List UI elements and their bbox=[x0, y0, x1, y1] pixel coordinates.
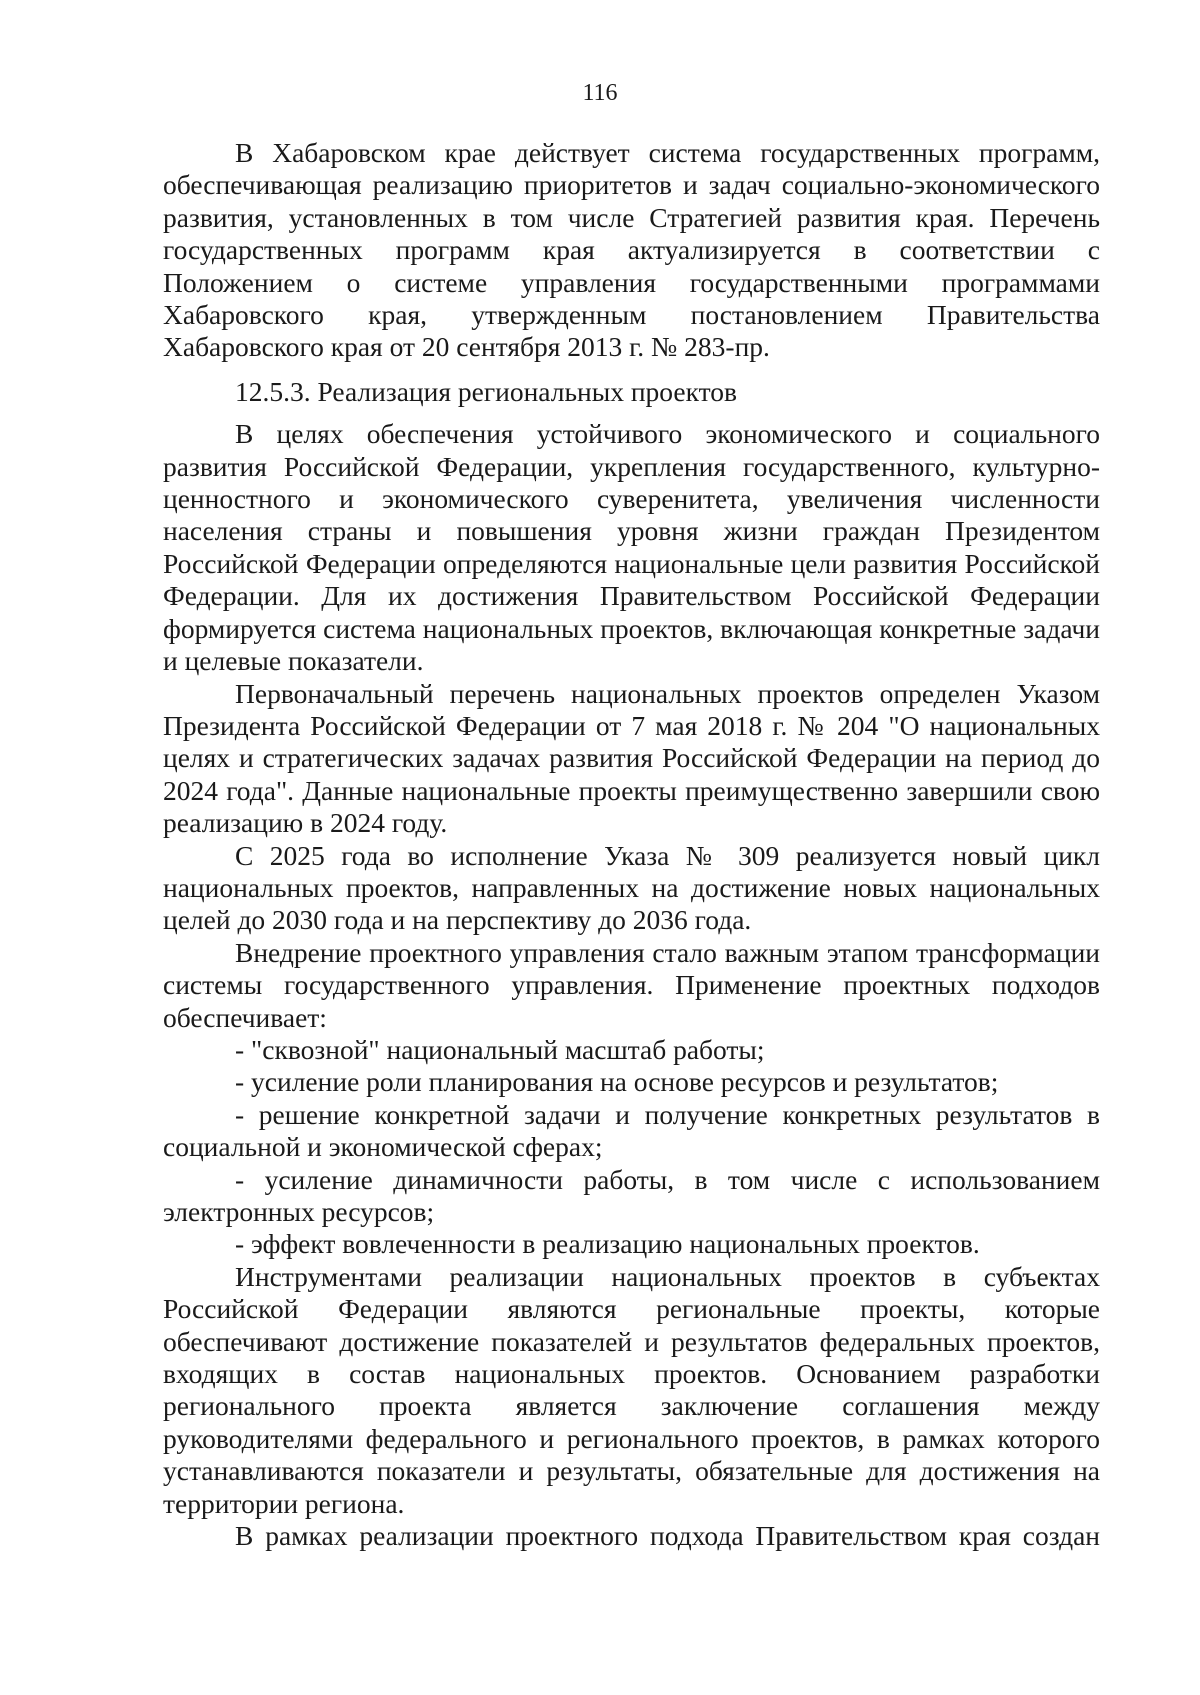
paragraph-national-goals: В целях обеспечения устойчивого экономического и социального развития Российской Федерации, укрепления государственного, культурно-ценностного и экономического суверенитета, увеличения численности населения страны и повышения уровня жизни граждан Президентом Российской Федерации определяются национальные цели развития Российской Федерации. Для их достижения Правительством Российской Федерации формируется система национальных проектов, включающая конкретные задачи и целевые показатели. bbox=[163, 418, 1100, 677]
list-item: - "сквозной" национальный масштаб работы; bbox=[235, 1033, 765, 1065]
paragraph-project-management: Внедрение проектного управления стало важным этапом трансформации системы государственного управления. Применение проектных подходов обеспечивает: bbox=[163, 936, 1100, 1033]
paragraph-initial-list: Первоначальный перечень национальных проектов определен Указом Президента Российской Федерации от 7 мая 2018 г. № 204 "О национальных целях и стратегических задачах развития Российской Федерации на период до 2024 года". Данные национальные проекты преимущественно завершили свою реализацию в 2024 году. bbox=[163, 677, 1100, 839]
page-number: 116 bbox=[582, 80, 618, 106]
paragraph-continuation: В рамках реализации проектного подхода Правительством края создан bbox=[235, 1520, 1100, 1552]
paragraph-regional-projects: Инструментами реализации национальных проектов в субъектах Российской Федерации являются региональные проекты, которые обеспечивают достижение показателей и результатов федеральных проектов, входящих в состав национальных проектов. Основанием разработки регионального проекта является заключение соглашения между руководителями федерального и регионального проектов, в рамках которого устанавливаются показатели и результаты, обязательные для достижения на территории региона. bbox=[163, 1260, 1100, 1519]
list-item: - решение конкретной задачи и получение конкретных результатов в социальной и экономической сферах; bbox=[163, 1098, 1100, 1163]
list-item: - усиление динамичности работы, в том числе с использованием электронных ресурсов; bbox=[163, 1163, 1100, 1227]
list-item: - усиление роли планирования на основе ресурсов и результатов; bbox=[235, 1066, 999, 1098]
section-heading: 12.5.3. Реализация региональных проектов bbox=[235, 375, 737, 407]
document-body bbox=[163, 137, 1100, 1552]
paragraph-state-programs: В Хабаровском крае действует система государственных программ, обеспечивающая реализацию приоритетов и задач социально-экономического развития, установленных в том числе Стратегией развития края. Перечень государственных программ края актуализируется в соответствии с Положением о системе управления государственными программами Хабаровского края, утвержденным постановлением Правительства Хабаровского края от 20 сентября 2013 г. № 283-пр. bbox=[163, 137, 1100, 363]
list-item: - эффект вовлеченности в реализацию национальных проектов. bbox=[235, 1228, 980, 1260]
paragraph-new-cycle: С 2025 года во исполнение Указа № 309 реализуется новый цикл национальных проектов, направленных на достижение новых национальных целей до 2030 года и на перспективу до 2036 года. bbox=[163, 839, 1100, 936]
